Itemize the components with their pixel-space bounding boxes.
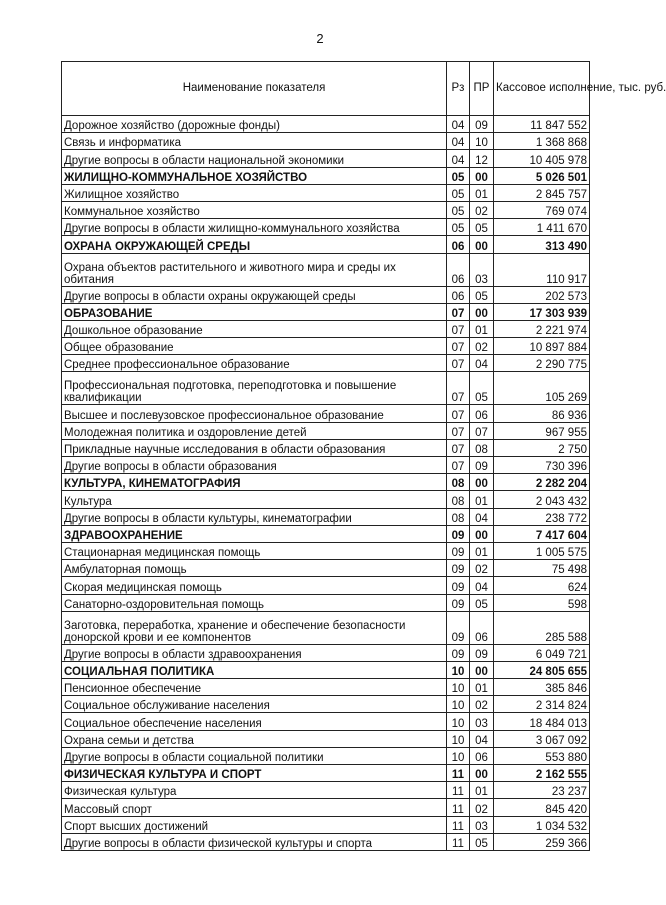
row-pr: 00 xyxy=(470,303,494,320)
table-row xyxy=(62,833,590,850)
row-name: Другие вопросы в области культуры, кинематографии xyxy=(62,508,447,525)
table-row xyxy=(62,439,590,456)
table-row xyxy=(62,372,590,405)
row-sum: 3 067 092 xyxy=(494,730,590,747)
section-row xyxy=(62,474,590,491)
row-name: Высшее и послевузовское профессиональное образование xyxy=(62,405,447,422)
table-row xyxy=(62,201,590,218)
row-pr: 12 xyxy=(470,150,494,167)
row-name: Скорая медицинская помощь xyxy=(62,577,447,594)
row-pr: 10 xyxy=(470,133,494,150)
section-row xyxy=(62,236,590,253)
row-name: Заготовка, переработка, хранение и обеспечение безопасности донорской крови и ее компонентов xyxy=(62,611,447,644)
row-sum: 2 845 757 xyxy=(494,184,590,201)
table-row xyxy=(62,644,590,661)
table-row xyxy=(62,542,590,559)
row-name: Общее образование xyxy=(62,338,447,355)
row-name: Другие вопросы в области социальной политики xyxy=(62,747,447,764)
row-sum: 2 043 432 xyxy=(494,491,590,508)
row-name: Стационарная медицинская помощь xyxy=(62,542,447,559)
row-sum: 7 417 604 xyxy=(494,525,590,542)
table-row xyxy=(62,457,590,474)
row-sum: 238 772 xyxy=(494,508,590,525)
row-name: Жилищное хозяйство xyxy=(62,184,447,201)
table-row xyxy=(62,696,590,713)
row-name: Социальное обслуживание населения xyxy=(62,696,447,713)
row-name: Дорожное хозяйство (дорожные фонды) xyxy=(62,116,447,133)
row-pr: 00 xyxy=(470,525,494,542)
row-name: ЗДРАВООХРАНЕНИЕ xyxy=(62,525,447,542)
table-row xyxy=(62,611,590,644)
section-row xyxy=(62,525,590,542)
row-pr: 04 xyxy=(470,355,494,372)
column-header-sum: Кассовое исполнение, тыс. руб. xyxy=(494,62,590,116)
row-rz: 07 xyxy=(447,439,470,456)
row-name: СОЦИАЛЬНАЯ ПОЛИТИКА xyxy=(62,661,447,678)
row-rz: 09 xyxy=(447,542,470,559)
table-row xyxy=(62,253,590,286)
row-rz: 07 xyxy=(447,320,470,337)
row-pr: 08 xyxy=(470,439,494,456)
table-row xyxy=(62,320,590,337)
row-rz: 05 xyxy=(447,184,470,201)
row-rz: 09 xyxy=(447,611,470,644)
table-row xyxy=(62,799,590,816)
row-rz: 07 xyxy=(447,355,470,372)
row-name: Физическая культура xyxy=(62,782,447,799)
row-pr: 04 xyxy=(470,730,494,747)
row-name: Охрана объектов растительного и животного мира и среды их обитания xyxy=(62,253,447,286)
table-row xyxy=(62,184,590,201)
table-row xyxy=(62,219,590,236)
row-name: ОБРАЗОВАНИЕ xyxy=(62,303,447,320)
row-rz: 11 xyxy=(447,833,470,850)
row-sum: 2 290 775 xyxy=(494,355,590,372)
table-header-row xyxy=(62,62,590,116)
row-rz: 06 xyxy=(447,253,470,286)
row-sum: 110 917 xyxy=(494,253,590,286)
row-rz: 10 xyxy=(447,696,470,713)
row-pr: 09 xyxy=(470,116,494,133)
table-row xyxy=(62,116,590,133)
table-row xyxy=(62,679,590,696)
row-pr: 00 xyxy=(470,661,494,678)
section-row xyxy=(62,303,590,320)
row-pr: 04 xyxy=(470,577,494,594)
row-pr: 05 xyxy=(470,286,494,303)
row-pr: 00 xyxy=(470,474,494,491)
row-pr: 01 xyxy=(470,679,494,696)
row-rz: 07 xyxy=(447,422,470,439)
row-sum: 1 034 532 xyxy=(494,816,590,833)
column-header-pr: ПР xyxy=(470,62,494,116)
column-header-name: Наименование показателя xyxy=(62,62,447,116)
row-pr: 00 xyxy=(470,765,494,782)
row-sum: 1 368 868 xyxy=(494,133,590,150)
row-name: Культура xyxy=(62,491,447,508)
row-name: Другие вопросы в области жилищно-коммунального хозяйства xyxy=(62,219,447,236)
table-row xyxy=(62,713,590,730)
row-sum: 553 880 xyxy=(494,747,590,764)
row-pr: 05 xyxy=(470,219,494,236)
row-pr: 01 xyxy=(470,542,494,559)
row-pr: 06 xyxy=(470,747,494,764)
row-name: Спорт высших достижений xyxy=(62,816,447,833)
row-sum: 11 847 552 xyxy=(494,116,590,133)
table-row xyxy=(62,577,590,594)
row-sum: 624 xyxy=(494,577,590,594)
row-rz: 07 xyxy=(447,405,470,422)
table-row xyxy=(62,491,590,508)
row-sum: 75 498 xyxy=(494,560,590,577)
row-pr: 09 xyxy=(470,644,494,661)
row-name: Связь и информатика xyxy=(62,133,447,150)
row-sum: 17 303 939 xyxy=(494,303,590,320)
table-row xyxy=(62,560,590,577)
row-sum: 18 484 013 xyxy=(494,713,590,730)
table-row xyxy=(62,594,590,611)
row-rz: 10 xyxy=(447,730,470,747)
row-sum: 845 420 xyxy=(494,799,590,816)
row-sum: 313 490 xyxy=(494,236,590,253)
row-sum: 86 936 xyxy=(494,405,590,422)
table-row xyxy=(62,730,590,747)
row-pr: 03 xyxy=(470,816,494,833)
row-name: Пенсионное обеспечение xyxy=(62,679,447,696)
row-pr: 06 xyxy=(470,611,494,644)
row-pr: 05 xyxy=(470,833,494,850)
table-body xyxy=(62,116,590,851)
row-name: Прикладные научные исследования в области образования xyxy=(62,439,447,456)
row-sum: 285 588 xyxy=(494,611,590,644)
budget-execution-table xyxy=(61,61,666,851)
page-number: 2 xyxy=(316,31,324,46)
row-pr: 07 xyxy=(470,422,494,439)
row-rz: 08 xyxy=(447,491,470,508)
row-sum: 598 xyxy=(494,594,590,611)
row-rz: 05 xyxy=(447,219,470,236)
row-sum: 769 074 xyxy=(494,201,590,218)
row-rz: 11 xyxy=(447,816,470,833)
table-row xyxy=(62,816,590,833)
table-row xyxy=(62,782,590,799)
row-rz: 08 xyxy=(447,508,470,525)
row-sum: 259 366 xyxy=(494,833,590,850)
row-name: Охрана семьи и детства xyxy=(62,730,447,747)
row-name: ОХРАНА ОКРУЖАЮЩЕЙ СРЕДЫ xyxy=(62,236,447,253)
row-rz: 04 xyxy=(447,133,470,150)
row-name: Другие вопросы в области национальной экономики xyxy=(62,150,447,167)
row-sum: 10 897 884 xyxy=(494,338,590,355)
table-row xyxy=(62,508,590,525)
row-rz: 04 xyxy=(447,150,470,167)
section-row xyxy=(62,661,590,678)
row-pr: 04 xyxy=(470,508,494,525)
row-pr: 05 xyxy=(470,594,494,611)
row-rz: 09 xyxy=(447,560,470,577)
row-name: Другие вопросы в области здравоохранения xyxy=(62,644,447,661)
row-pr: 01 xyxy=(470,782,494,799)
row-pr: 03 xyxy=(470,253,494,286)
row-name: Среднее профессиональное образование xyxy=(62,355,447,372)
row-rz: 07 xyxy=(447,338,470,355)
row-pr: 01 xyxy=(470,184,494,201)
row-sum: 24 805 655 xyxy=(494,661,590,678)
row-sum: 2 314 824 xyxy=(494,696,590,713)
row-name: Другие вопросы в области охраны окружающей среды xyxy=(62,286,447,303)
row-pr: 06 xyxy=(470,405,494,422)
row-pr: 09 xyxy=(470,457,494,474)
row-name: Другие вопросы в области физической культуры и спорта xyxy=(62,833,447,850)
row-pr: 02 xyxy=(470,201,494,218)
table-row xyxy=(62,150,590,167)
table-row xyxy=(62,133,590,150)
table-row xyxy=(62,405,590,422)
row-name: ЖИЛИЩНО-КОММУНАЛЬНОЕ ХОЗЯЙСТВО xyxy=(62,167,447,184)
row-sum: 1 411 670 xyxy=(494,219,590,236)
row-sum: 967 955 xyxy=(494,422,590,439)
row-rz: 09 xyxy=(447,525,470,542)
row-pr: 02 xyxy=(470,696,494,713)
row-rz: 05 xyxy=(447,201,470,218)
row-sum: 10 405 978 xyxy=(494,150,590,167)
row-rz: 06 xyxy=(447,286,470,303)
row-name: Социальное обеспечение населения xyxy=(62,713,447,730)
row-rz: 07 xyxy=(447,372,470,405)
row-sum: 5 026 501 xyxy=(494,167,590,184)
row-pr: 02 xyxy=(470,560,494,577)
row-name: Молодежная политика и оздоровление детей xyxy=(62,422,447,439)
row-name: Профессиональная подготовка, переподготовка и повышение квалификации xyxy=(62,372,447,405)
row-name: Другие вопросы в области образования xyxy=(62,457,447,474)
section-row xyxy=(62,765,590,782)
row-rz: 09 xyxy=(447,644,470,661)
row-pr: 05 xyxy=(470,372,494,405)
row-sum: 2 162 555 xyxy=(494,765,590,782)
row-rz: 11 xyxy=(447,765,470,782)
row-rz: 11 xyxy=(447,782,470,799)
row-rz: 08 xyxy=(447,474,470,491)
row-pr: 01 xyxy=(470,320,494,337)
column-header-rz: Рз xyxy=(447,62,470,116)
row-sum: 6 049 721 xyxy=(494,644,590,661)
row-pr: 00 xyxy=(470,236,494,253)
row-rz: 06 xyxy=(447,236,470,253)
row-pr: 03 xyxy=(470,713,494,730)
row-sum: 2 221 974 xyxy=(494,320,590,337)
row-sum: 23 237 xyxy=(494,782,590,799)
row-name: Амбулаторная помощь xyxy=(62,560,447,577)
row-pr: 00 xyxy=(470,167,494,184)
table-row xyxy=(62,747,590,764)
row-rz: 09 xyxy=(447,594,470,611)
row-name: ФИЗИЧЕСКАЯ КУЛЬТУРА И СПОРТ xyxy=(62,765,447,782)
row-sum: 385 846 xyxy=(494,679,590,696)
row-sum: 2 282 204 xyxy=(494,474,590,491)
row-rz: 10 xyxy=(447,661,470,678)
row-rz: 04 xyxy=(447,116,470,133)
row-name: Дошкольное образование xyxy=(62,320,447,337)
row-name: Массовый спорт xyxy=(62,799,447,816)
row-pr: 01 xyxy=(470,491,494,508)
section-row xyxy=(62,167,590,184)
row-rz: 10 xyxy=(447,747,470,764)
row-pr: 02 xyxy=(470,799,494,816)
row-sum: 730 396 xyxy=(494,457,590,474)
row-sum: 1 005 575 xyxy=(494,542,590,559)
row-pr: 02 xyxy=(470,338,494,355)
row-sum: 2 750 xyxy=(494,439,590,456)
row-rz: 07 xyxy=(447,457,470,474)
row-sum: 105 269 xyxy=(494,372,590,405)
row-rz: 07 xyxy=(447,303,470,320)
row-rz: 05 xyxy=(447,167,470,184)
row-sum: 202 573 xyxy=(494,286,590,303)
row-name: КУЛЬТУРА, КИНЕМАТОГРАФИЯ xyxy=(62,474,447,491)
table-row xyxy=(62,355,590,372)
row-name: Санаторно-оздоровительная помощь xyxy=(62,594,447,611)
row-name: Коммунальное хозяйство xyxy=(62,201,447,218)
row-rz: 10 xyxy=(447,679,470,696)
row-rz: 09 xyxy=(447,577,470,594)
table-row xyxy=(62,422,590,439)
table-row xyxy=(62,286,590,303)
row-rz: 10 xyxy=(447,713,470,730)
table-row xyxy=(62,338,590,355)
row-rz: 11 xyxy=(447,799,470,816)
